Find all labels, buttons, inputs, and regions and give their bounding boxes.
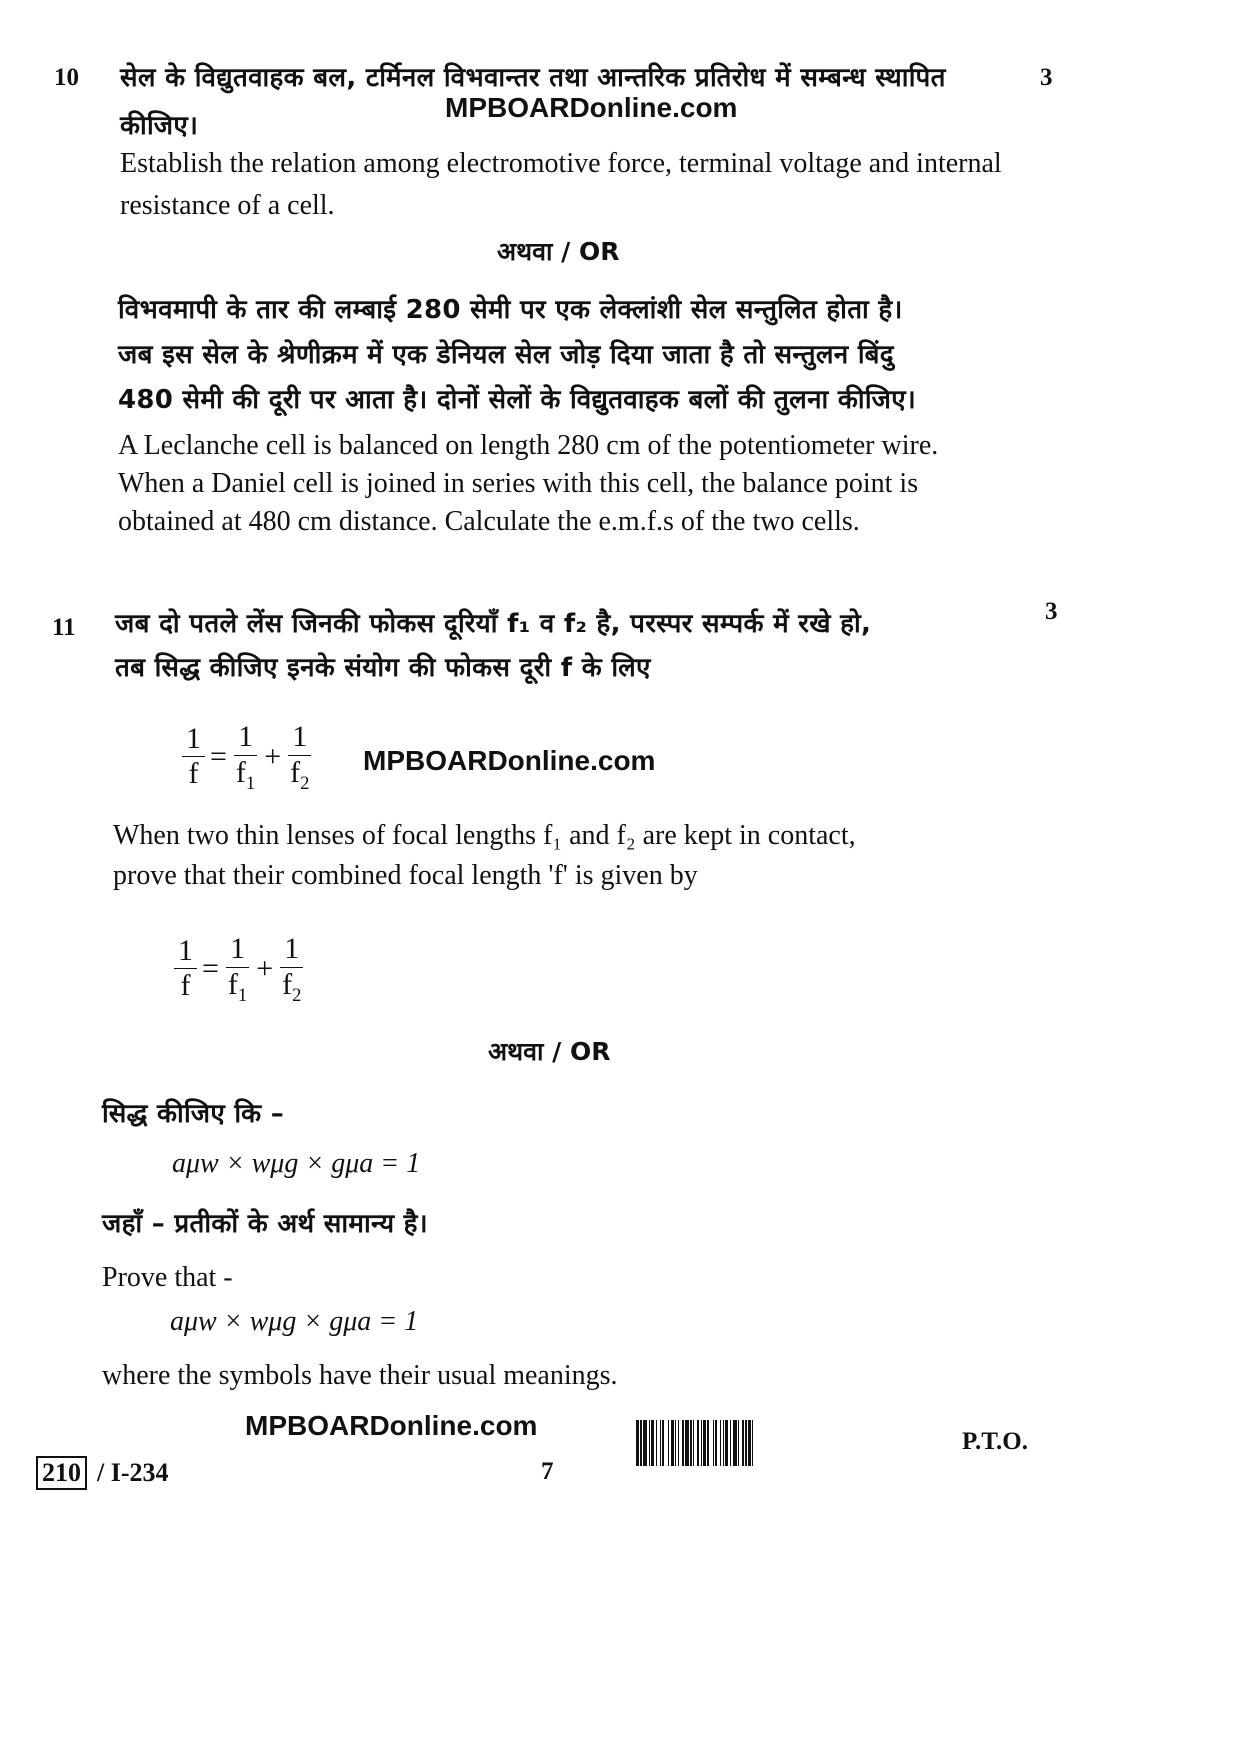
lens-formula-1 xyxy=(180,720,315,794)
plus-sign: + xyxy=(256,951,274,985)
q11-alt-english-line-1: Prove that - xyxy=(102,1262,233,1293)
q11-alt-hindi-line-1: सिद्ध कीजिए कि – xyxy=(102,1099,285,1129)
frac-den-f1: $f_1$ xyxy=(227,967,248,1006)
equals-sign: = xyxy=(202,951,219,985)
q11-english-line-2: prove that their combined focal length 'f' is given by xyxy=(113,860,698,891)
q11-equation-hindi: aμw × wμg × gμa = 1 xyxy=(172,1148,421,1179)
frac-num: 1 xyxy=(182,722,205,758)
q10-alt-english-line-3: obtained at 480 cm distance. Calculate the e.m.f.s of the two cells. xyxy=(118,506,860,537)
question-number-10: 10 xyxy=(54,64,79,91)
q10-alt-hindi-line-3: 480 सेमी की दूरी पर आता है। दोनों सेलों के विद्युतवाहक बलों की तुलना कीजिए। xyxy=(118,385,917,415)
frac-num: 1 xyxy=(280,932,303,968)
watermark-middle: MPBOARDonline.com xyxy=(363,745,656,776)
q11-english-line-1: When two thin lenses of focal lengths f₁ and f₂ are kept in contact, xyxy=(113,820,856,851)
q11-hindi-line-2: तब सिद्ध कीजिए इनके संयोग की फोकस दूरी f के लिए xyxy=(115,653,651,683)
q11-alt-english-line-2: where the symbols have their usual meanings. xyxy=(102,1360,618,1391)
paper-code xyxy=(36,1456,169,1490)
watermark-top: MPBOARDonline.com xyxy=(445,92,738,123)
pto-label: P.T.O. xyxy=(962,1428,1028,1455)
q10-or-separator: अथवा / OR xyxy=(497,237,620,266)
watermark-bottom: MPBOARDonline.com xyxy=(245,1410,538,1441)
q11-or-separator: अथवा / OR xyxy=(488,1037,611,1066)
frac-num: 1 xyxy=(226,932,249,968)
q10-alt-english-line-2: When a Daniel cell is joined in series with this cell, the balance point is xyxy=(118,468,919,499)
page-number: 7 xyxy=(541,1458,554,1485)
q10-alt-hindi-line-1: विभवमापी के तार की लम्बाई 280 सेमी पर एक लेक्लांशी सेल सन्तुलित होता है। xyxy=(118,295,903,325)
paper-code-box: 210 xyxy=(36,1456,87,1490)
q11-equation-english: aμw × wμg × gμa = 1 xyxy=(170,1306,419,1337)
q10-hindi-line-2: कीजिए। xyxy=(120,111,199,141)
q10-alt-hindi-line-2: जब इस सेल के श्रेणीक्रम में एक डेनियल सेल जोड़ दिया जाता है तो सन्तुलन बिंदु xyxy=(118,340,894,370)
frac-den: f xyxy=(180,969,191,1003)
q11-hindi-line-1: जब दो पतले लेंस जिनकी फोकस दूरियाँ f₁ व f₂ है, परस्पर सम्पर्क में रखे हो, xyxy=(115,609,872,639)
q10-alt-english-line-1: A Leclanche cell is balanced on length 280 cm of the potentiometer wire. xyxy=(118,430,939,461)
question-11-marks: 3 xyxy=(1045,598,1058,625)
frac-den-f2: $f_2$ xyxy=(282,967,302,1006)
question-10-marks: 3 xyxy=(1040,64,1053,91)
frac-num: 1 xyxy=(174,934,197,970)
barcode xyxy=(636,1420,946,1466)
plus-sign: + xyxy=(264,739,282,773)
question-number-11: 11 xyxy=(52,614,76,641)
q11-alt-hindi-line-2: जहाँ – प्रतीकों के अर्थ सामान्य है। xyxy=(102,1209,428,1239)
q10-english-line-2: resistance of a cell. xyxy=(120,190,335,221)
frac-den-f1: $f_1$ xyxy=(235,755,256,794)
frac-den-f2: $f_2$ xyxy=(290,755,310,794)
equals-sign: = xyxy=(210,739,227,773)
frac-den: f xyxy=(188,757,199,791)
frac-num: 1 xyxy=(234,720,257,756)
frac-num: 1 xyxy=(288,720,311,756)
lens-formula-2 xyxy=(172,932,307,1006)
q10-hindi-line-1: सेल के विद्युतवाहक बल, टर्मिनल विभवान्तर तथा आन्तरिक प्रतिरोध में सम्बन्ध स्थापित xyxy=(120,63,946,93)
paper-code-suffix: / I-234 xyxy=(97,1458,169,1487)
q10-english-line-1: Establish the relation among electromotive force, terminal voltage and internal xyxy=(120,148,1002,179)
